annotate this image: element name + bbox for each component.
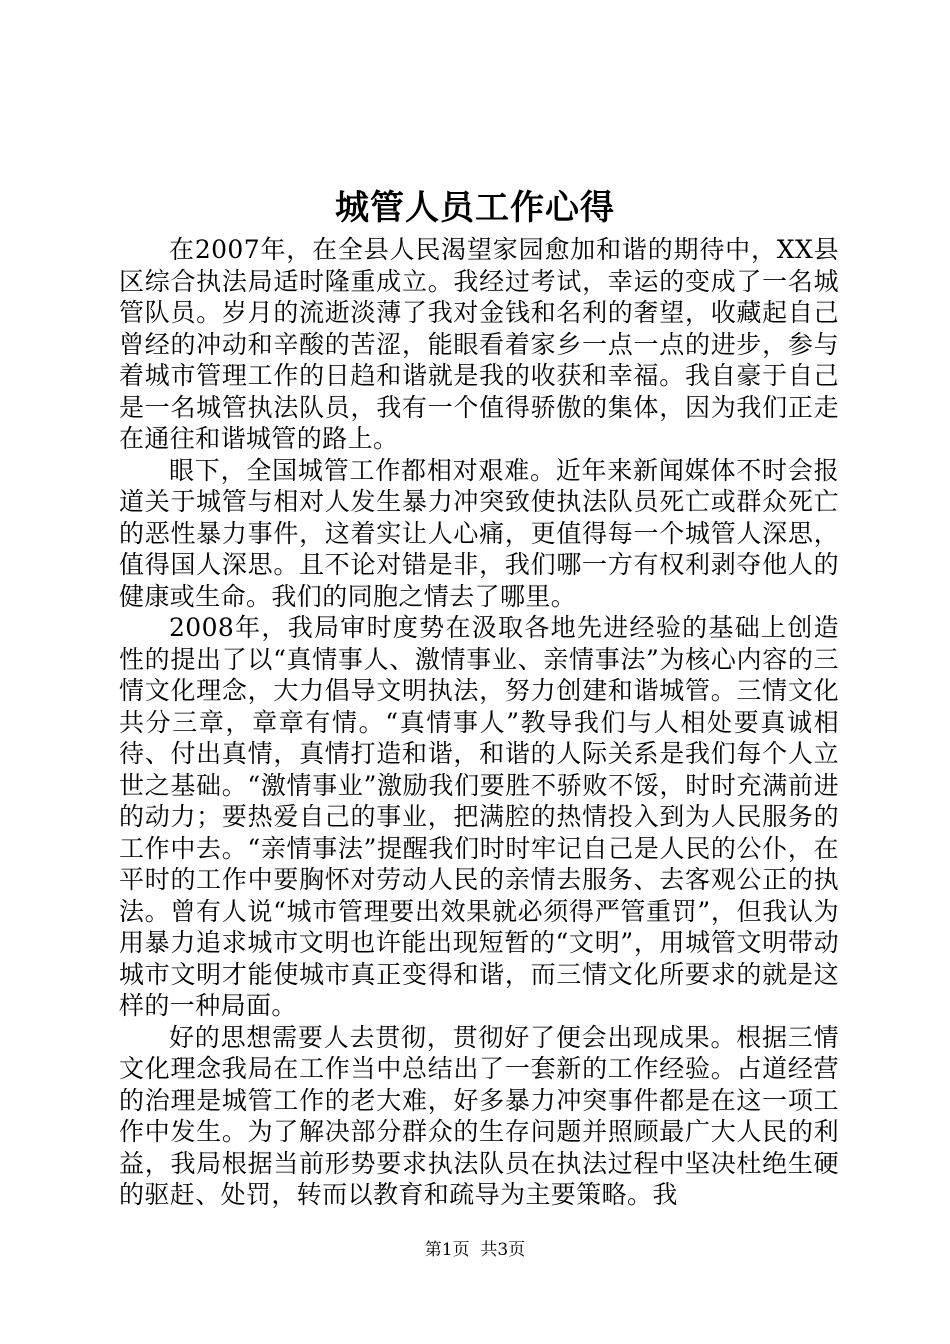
paragraph-4: 好的思想需要人去贯彻，贯彻好了便会出现成果。根据三情文化理念我局在工作当中总结出了一套新的工作经验。占道经营的治理是城管工作的老大难，好多暴力冲突事件都是在这一项工作中发生。为了解决部分群众的生存问题并照顾最广大人民的利益，我局根据当前形势要求执法队员在执法过程中坚决杜绝生硬的驱赶、处罚，转而以教育和疏导为主要策略。我 [119,1022,839,1209]
paragraph-2: 眼下，全国城管工作都相对艰难。近年来新闻媒体不时会报道关于城管与相对人发生暴力冲突致使执法队员死亡或群众死亡的恶性暴力事件，这着实让人心痛，更值得每一个城管人深思，值得国人深思。且不论对错是非，我们哪一方有权利剥夺他人的健康或生命。我们的同胞之情去了哪里。 [119,455,839,611]
paragraph-1: 在2007年，在全县人民渴望家园愈加和谐的期待中，XX县区综合执法局适时隆重成立。我经过考试，幸运的变成了一名城管队员。岁月的流逝淡薄了我对金钱和名利的奢望，收藏起自己曾经的冲动和辛酸的苦涩，能眼看着家乡一点一点的进步，参与着城市管理工作的日趋和谐就是我的收获和幸福。我自豪于自己是一名城管执法队员，我有一个值得骄傲的集体，因为我们正走在通往和谐城管的路上。 [119,235,839,453]
page-footer [0,1238,950,1262]
paragraph-3: 2008年，我局审时度势在汲取各地先进经验的基础上创造性的提出了以“真情事人、激情事业、亲情事法”为核心内容的三情文化理念，大力倡导文明执法，努力创建和谐城管。三情文化共分三章，章章有情。“真情事人”教导我们与人相处要真诚相待、付出真情，真情打造和谐，和谐的人际关系是我们每个人立世之基础。“激情事业”激励我们要胜不骄败不馁，时时充满前进的动力；要热爱自己的事业，把满腔的热情投入到为人民服务的工作中去。“亲情事法”提醒我们时时牢记自己是人民的公仆，在平时的工作中要胸怀对劳动人民的亲情去服务、去客观公正的执法。曾有人说“城市管理要出效果就必须得严管重罚”，但我认为用暴力追求城市文明也许能出现短暂的“文明”，用城管文明带动城市文明才能使城市真正变得和谐，而三情文化所要求的就是这样的一种局面。 [119,613,839,1020]
document-title: 城管人员工作心得 [335,188,615,228]
page-number-label: 第1页 共3页 [424,1240,526,1260]
document-body [119,234,839,1211]
